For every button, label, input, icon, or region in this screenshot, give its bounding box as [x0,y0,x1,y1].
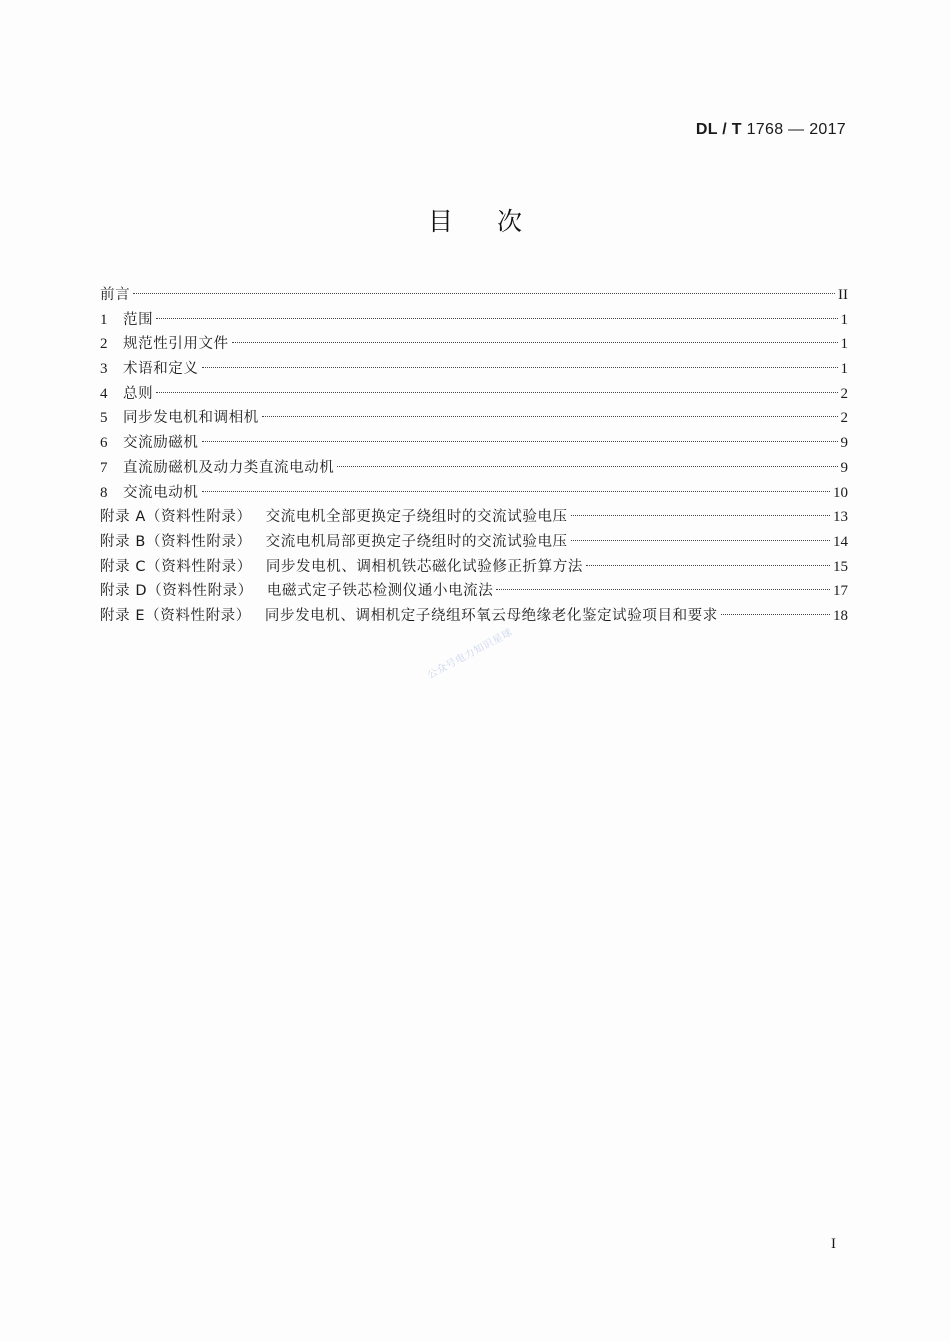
toc-entry-leader-dots [202,491,831,492]
toc-entry-page: 2 [840,385,848,402]
toc-entry-label: 同步发电机、调相机定子绕组环氧云母绝缘老化鉴定试验项目和要求 [264,607,718,624]
toc-entry-page: 14 [833,533,848,550]
toc-entry-number: 3 [100,361,108,378]
toc-entry-number: 8 [100,484,108,501]
toc-entry-number: 5 [100,410,108,427]
toc-entry-appendix-prefix: 附录 A（资料性附录） [100,509,252,526]
toc-entry-appendix-prefix: 附录 C（资料性附录） [100,558,252,575]
toc-entry[interactable] [100,406,848,431]
watermark-text: 公众号电力知识星球 [425,627,515,682]
toc-entry[interactable] [100,382,848,407]
toc-entry-leader-dots [337,466,837,467]
toc-entry[interactable] [100,283,848,308]
toc-entry-page: 1 [840,311,848,328]
toc-entry[interactable] [100,555,848,580]
toc-entry-label: 交流励磁机 [123,435,199,452]
toc-entry[interactable] [100,431,848,456]
toc-entry-page: 1 [840,336,848,353]
toc-entry-page: 18 [833,607,848,624]
toc-entry[interactable] [100,505,848,530]
toc-entry-leader-dots [571,540,830,541]
toc-entry-leader-dots [156,318,837,319]
toc-entry-number: 6 [100,435,108,452]
page-number: I [831,1236,836,1252]
toc-entry[interactable] [100,530,848,555]
toc-entry-label: 前言 [100,287,131,303]
toc-entry-label: 总则 [123,385,154,402]
toc-entry[interactable] [100,481,848,506]
toc-entry-page: 13 [833,509,848,526]
toc-entry-label: 交流电机全部更换定子绕组时的交流试验电压 [265,509,568,526]
table-of-contents [100,283,848,629]
toc-entry[interactable] [100,579,848,604]
toc-entry[interactable] [100,357,848,382]
toc-entry-leader-dots [156,392,837,393]
toc-entry-leader-dots [571,515,830,516]
toc-entry-label: 同步发电机和调相机 [123,410,259,427]
toc-entry-leader-dots [202,367,838,368]
toc-entry-leader-dots [721,614,830,615]
toc-entry-label: 同步发电机、调相机铁芯磁化试验修正折算方法 [265,558,583,575]
toc-entry-leader-dots [586,565,830,566]
toc-entry-number: 2 [100,336,108,353]
toc-entry-page: 2 [840,410,848,427]
toc-entry-number: 1 [100,311,108,328]
toc-entry-label: 规范性引用文件 [123,336,229,353]
standard-code-prefix: DL / T [695,121,742,138]
toc-entry-label: 电磁式定子铁芯检测仪通小电流法 [266,583,494,600]
toc-entry-number: 7 [100,459,108,476]
toc-entry-leader-dots [202,441,838,442]
page-title: 目次 [427,207,566,236]
toc-entry-leader-dots [133,293,835,294]
toc-entry-page: 9 [840,459,848,476]
toc-entry[interactable] [100,456,848,481]
toc-entry-leader-dots [496,589,830,590]
toc-entry[interactable] [100,308,848,333]
toc-entry-appendix-prefix: 附录 D（资料性附录） [100,583,253,600]
toc-entry[interactable] [100,604,848,629]
toc-entry-label: 术语和定义 [123,361,199,378]
toc-entry-page: 15 [833,558,848,575]
toc-entry-page: 1 [840,361,848,378]
toc-entry-appendix-prefix: 附录 B（资料性附录） [100,533,252,550]
toc-entry[interactable] [100,332,848,357]
toc-entry-page: 10 [833,484,848,501]
toc-entry-appendix-prefix: 附录 E（资料性附录） [100,607,251,624]
toc-entry-label: 范围 [123,311,154,328]
toc-entry-leader-dots [262,416,838,417]
toc-entry-label: 交流电动机 [123,484,199,501]
standard-code [696,121,846,139]
toc-entry-number: 4 [100,385,108,402]
toc-entry-label: 交流电机局部更换定子绕组时的交流试验电压 [265,533,568,550]
standard-code-number: 1768 — 2017 [746,121,846,138]
toc-entry-leader-dots [232,342,838,343]
toc-entry-page: 17 [833,583,848,600]
toc-entry-page: II [838,287,848,303]
toc-entry-page: 9 [840,435,848,452]
toc-entry-label: 直流励磁机及动力类直流电动机 [123,459,335,476]
